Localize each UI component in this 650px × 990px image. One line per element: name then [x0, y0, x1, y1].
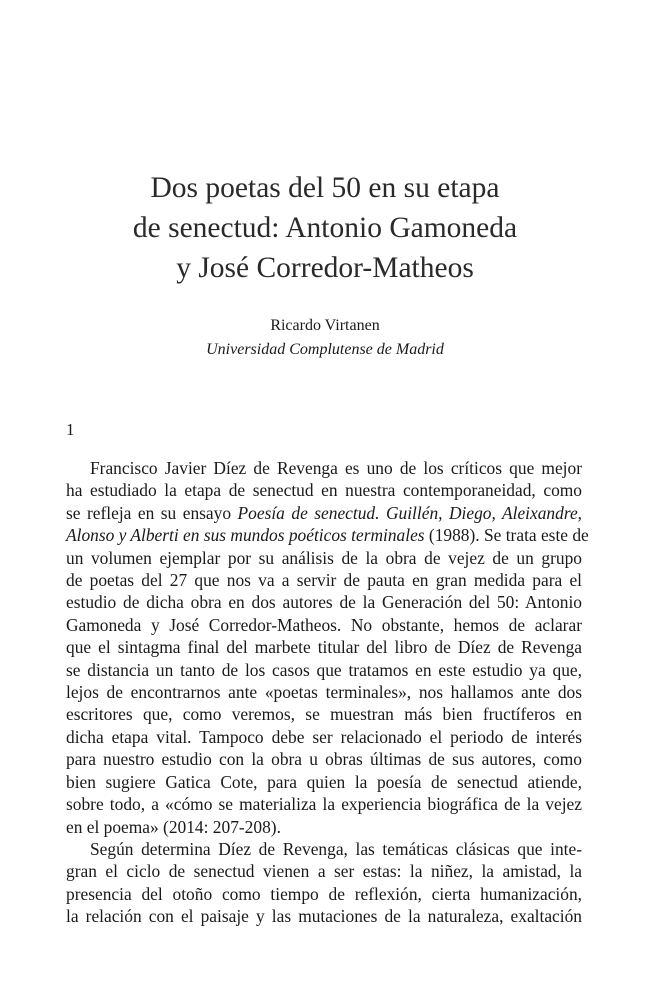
- text-line: lejos de encontrarnos ante «poetas terminales», nos hallamos ante dos: [66, 682, 582, 703]
- book-title-italic: Alonso y Alberti en sus mundos poéticos terminales: [66, 525, 425, 546]
- text-line: dicha etapa vital. Tampoco debe ser relacionado el periodo de interés: [66, 726, 582, 747]
- text-line: Según determina Díez de Revenga, las temáticas clásicas que inte-: [90, 838, 582, 859]
- text-line: para nuestro estudio con la obra u obras últimas de sus autores, como: [66, 749, 582, 770]
- text-line: en el poema» (2014: 207-208).: [66, 816, 281, 837]
- title-line-1: Dos poetas del 50 en su etapa: [150, 172, 500, 204]
- text-line: gran el ciclo de senectud vienen a ser estas: la niñez, la amistad, la: [66, 861, 582, 882]
- text-line: ha estudiado la etapa de senectud en nuestra contemporaneidad, como: [66, 480, 582, 501]
- text-line: se distancia un tanto de los casos que tratamos en este estudio ya que,: [66, 659, 582, 680]
- section-number: 1: [66, 420, 75, 439]
- text-line: [66, 502, 582, 524]
- title-line-3: y José Corredor-Matheos: [176, 252, 474, 284]
- book-title-italic: Poesía de senectud. Guillén, Diego, Aleixandre,: [237, 502, 583, 523]
- text-run: (1988). Se trata este de: [424, 525, 589, 546]
- text-line: la relación con el paisaje y las mutaciones de la naturaleza, exaltación: [66, 906, 582, 927]
- paragraph-2: [66, 838, 582, 928]
- author-name: Ricardo Virtanen: [270, 317, 380, 334]
- text-line: bien sugiere Gatica Cote, para quien la poesía de senectud atiende,: [66, 771, 582, 792]
- article-title: [0, 168, 650, 288]
- text-run: se refleja en su ensayo: [66, 502, 238, 523]
- paragraph-1: [66, 457, 589, 838]
- text-line: un volumen ejemplar por su análisis de la obra de vejez de un grupo: [66, 547, 582, 568]
- text-line: escritores que, como veremos, se muestran más bien fructíferos en: [66, 704, 582, 725]
- text-line: [66, 524, 589, 546]
- text-line: estudio de dicha obra en dos autores de la Generación del 50: Antonio: [66, 592, 582, 613]
- text-line: Francisco Javier Díez de Revenga es uno de los críticos que mejor: [90, 458, 582, 478]
- text-line: de poetas del 27 que nos va a servir de pauta en gran medida para el: [66, 570, 582, 591]
- author-affiliation: Universidad Complutense de Madrid: [206, 341, 444, 358]
- body-text: [66, 457, 589, 928]
- text-line: Gamoneda y José Corredor-Matheos. No obstante, hemos de aclarar: [66, 614, 582, 635]
- text-line: presencia del otoño como tiempo de reflexión, cierta humanización,: [66, 883, 582, 904]
- title-line-2: de senectud: Antonio Gamoneda: [132, 212, 518, 244]
- text-line: sobre todo, a «cómo se materializa la experiencia biográfica de la vejez: [66, 794, 582, 815]
- text-line: que el sintagma final del marbete titular del libro de Díez de Revenga: [66, 637, 582, 658]
